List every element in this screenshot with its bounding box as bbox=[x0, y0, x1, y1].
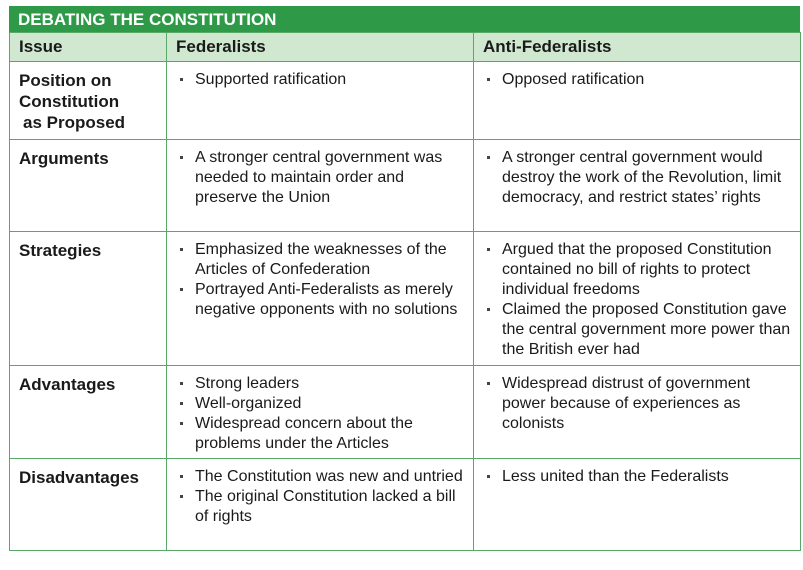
list-item: Strong leaders bbox=[175, 374, 467, 394]
federalists-cell bbox=[167, 366, 474, 459]
row-issue-advantages: Advantages bbox=[10, 366, 167, 459]
federalists-cell bbox=[167, 232, 474, 366]
constitution-table-figure bbox=[9, 6, 800, 551]
list-item: Supported ratification bbox=[175, 70, 467, 90]
header-anti-federalists: Anti-Federalists bbox=[474, 33, 801, 62]
table-row bbox=[10, 366, 801, 459]
federalists-cell bbox=[167, 62, 474, 140]
list-item: Widespread distrust of government power because of experiences as colonists bbox=[482, 374, 794, 434]
federalists-cell bbox=[167, 140, 474, 232]
issue-line: Position on bbox=[19, 71, 112, 90]
list-item: Claimed the proposed Constitution gave the central government more power than the British ever had bbox=[482, 300, 794, 360]
table-row bbox=[10, 62, 801, 140]
anti-federalists-cell bbox=[474, 62, 801, 140]
list-item: The Constitution was new and untried bbox=[175, 467, 467, 487]
list-item: Emphasized the weaknesses of the Articles of Confederation bbox=[175, 240, 467, 280]
row-issue-disadvantages: Disadvantages bbox=[10, 459, 167, 551]
anti-federalists-cell bbox=[474, 140, 801, 232]
list-item: Less united than the Federalists bbox=[482, 467, 794, 487]
table-row bbox=[10, 232, 801, 366]
table-row bbox=[10, 459, 801, 551]
issue-line: Constitution bbox=[19, 92, 120, 111]
debate-table bbox=[9, 32, 801, 551]
list-item: Argued that the proposed Constitution contained no bill of rights to protect individual freedoms bbox=[482, 240, 794, 300]
anti-federalists-cell bbox=[474, 459, 801, 551]
row-issue-arguments: Arguments bbox=[10, 140, 167, 232]
table-title: DEBATING THE CONSTITUTION bbox=[9, 6, 800, 32]
header-federalists: Federalists bbox=[167, 33, 474, 62]
header-issue: Issue bbox=[10, 33, 167, 62]
issue-line: as Proposed bbox=[23, 113, 126, 132]
anti-federalists-cell bbox=[474, 232, 801, 366]
list-item: Portrayed Anti-Federalists as merely negative opponents with no solutions bbox=[175, 280, 467, 320]
list-item: A stronger central government was needed to maintain order and preserve the Union bbox=[175, 148, 467, 208]
list-item: Opposed ratification bbox=[482, 70, 794, 90]
list-item: Well-organized bbox=[175, 394, 467, 414]
row-issue-position bbox=[10, 62, 167, 140]
row-issue-strategies: Strategies bbox=[10, 232, 167, 366]
federalists-cell bbox=[167, 459, 474, 551]
anti-federalists-cell bbox=[474, 366, 801, 459]
table-row bbox=[10, 140, 801, 232]
list-item: The original Constitution lacked a bill of rights bbox=[175, 487, 467, 527]
list-item: A stronger central government would destroy the work of the Revolution, limit democracy, and restrict states’ rights bbox=[482, 148, 794, 208]
header-row bbox=[10, 33, 801, 62]
list-item: Widespread concern about the problems under the Articles bbox=[175, 414, 467, 454]
